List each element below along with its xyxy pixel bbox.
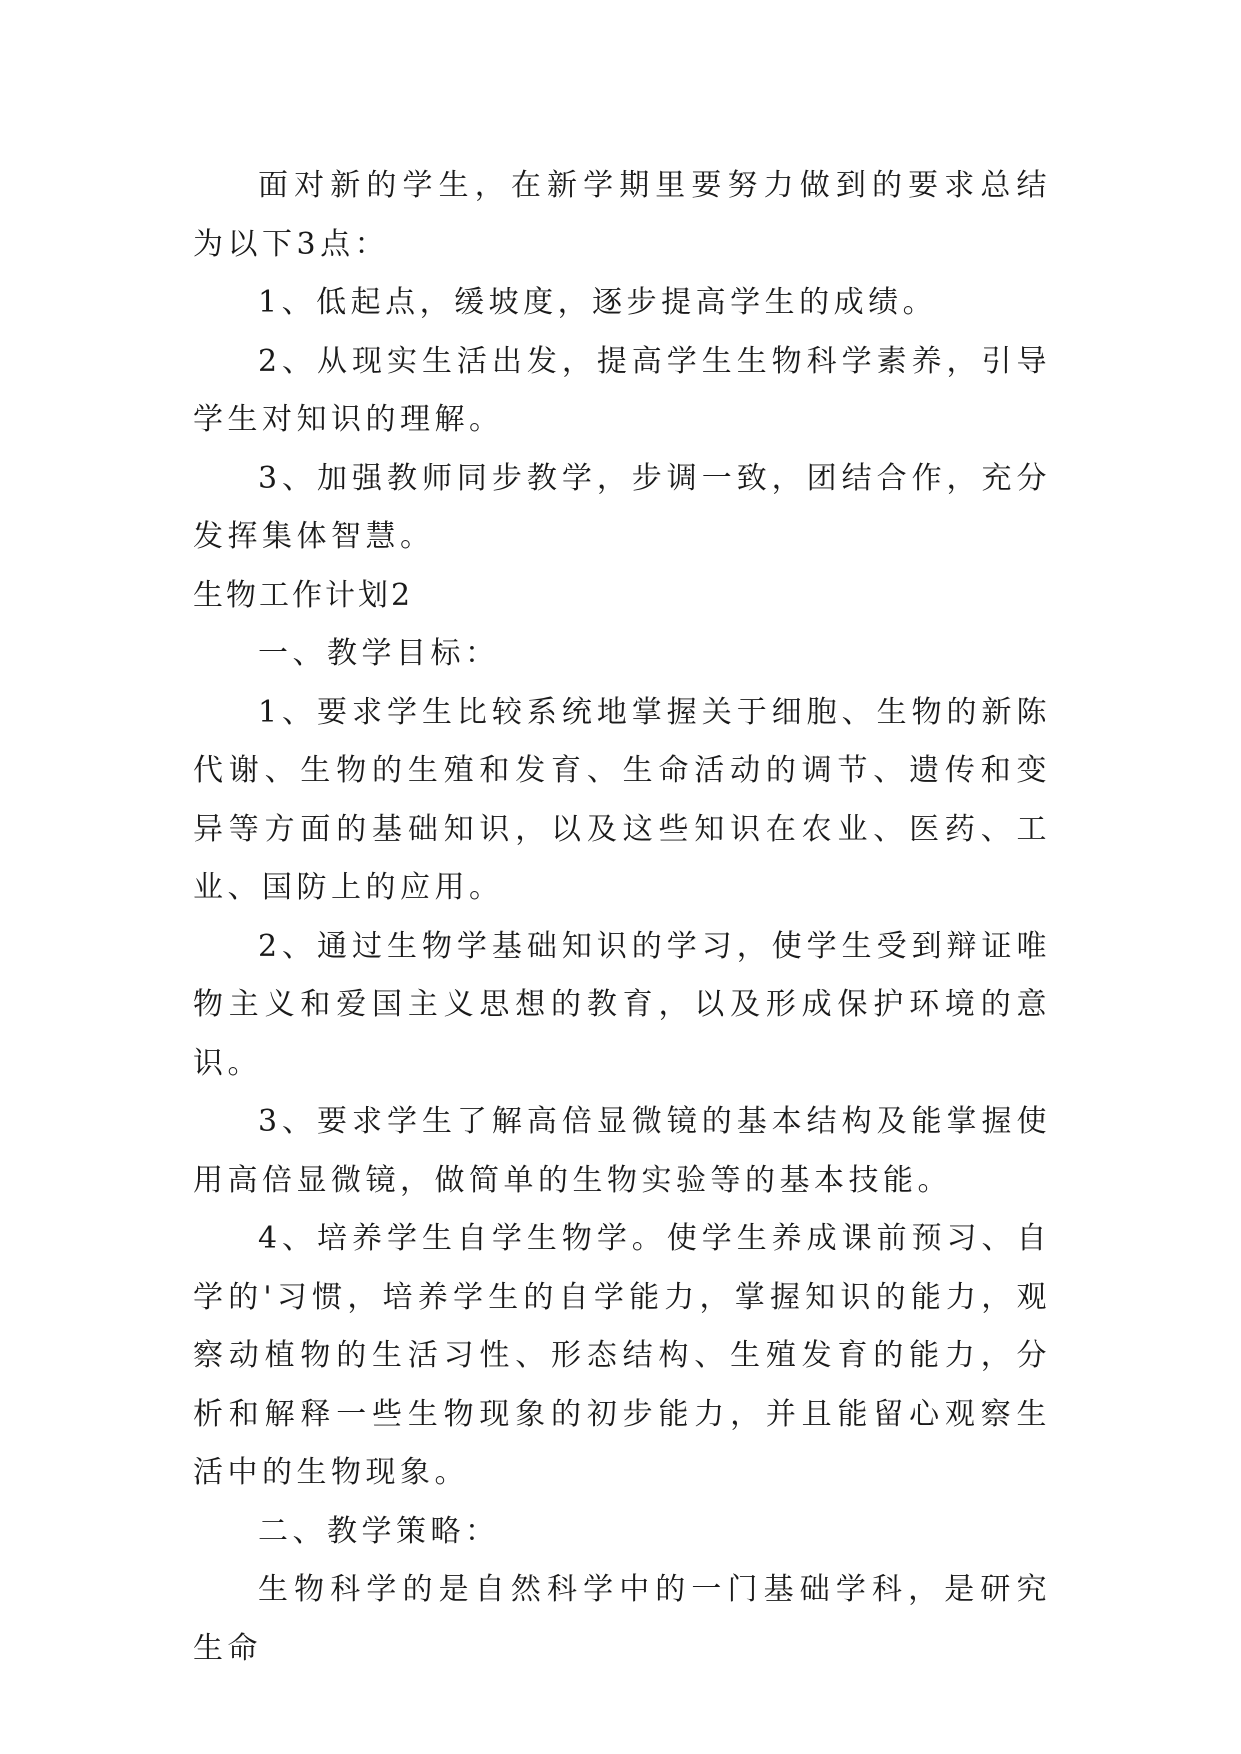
paragraph-requirement-1: 1、低起点，缓坡度，逐步提高学生的成绩。: [258, 285, 938, 320]
section-title: 生物工作计划2: [193, 577, 414, 613]
document-page: [193, 157, 1051, 1678]
paragraph-strategy-text: 生物科学的是自然科学中的一门基础学科，是研究生命: [193, 1572, 1051, 1666]
paragraph-goal-1: 1、要求学生比较系统地掌握关于细胞、生物的新陈代谢、生物的生殖和发育、生命活动的调节、遗传和变异等方面的基础知识，以及这些知识在农业、医药、工业、国防上的应用。: [193, 694, 1051, 905]
paragraph-requirements-intro: 面对新的学生，在新学期里要努力做到的要求总结为以下3点：: [193, 168, 1051, 262]
heading-teaching-goals: 一、教学目标：: [258, 636, 500, 671]
paragraph-requirement-3: 3、加强教师同步教学，步调一致，团结合作，充分发挥集体智慧。: [193, 460, 1051, 554]
paragraph-requirement-2: 2、从现实生活出发，提高学生生物科学素养，引导学生对知识的理解。: [193, 343, 1051, 437]
paragraph-goal-2: 2、通过生物学基础知识的学习，使学生受到辩证唯物主义和爱国主义思想的教育，以及形成保护环境的意识。: [193, 928, 1051, 1081]
paragraph-goal-3: 3、要求学生了解高倍显微镜的基本结构及能掌握使用高倍显微镜，做简单的生物实验等的基本技能。: [193, 1104, 1051, 1198]
paragraph-goal-4: 4、培养学生自学生物学。使学生养成课前预习、自学的'习惯，培养学生的自学能力，掌握知识的能力，观察动植物的生活习性、形态结构、生殖发育的能力，分析和解释一些生物现象的初步能力，并且能留心观察生活中的生物现象。: [193, 1221, 1051, 1490]
heading-teaching-strategy: 二、教学策略：: [258, 1513, 500, 1549]
